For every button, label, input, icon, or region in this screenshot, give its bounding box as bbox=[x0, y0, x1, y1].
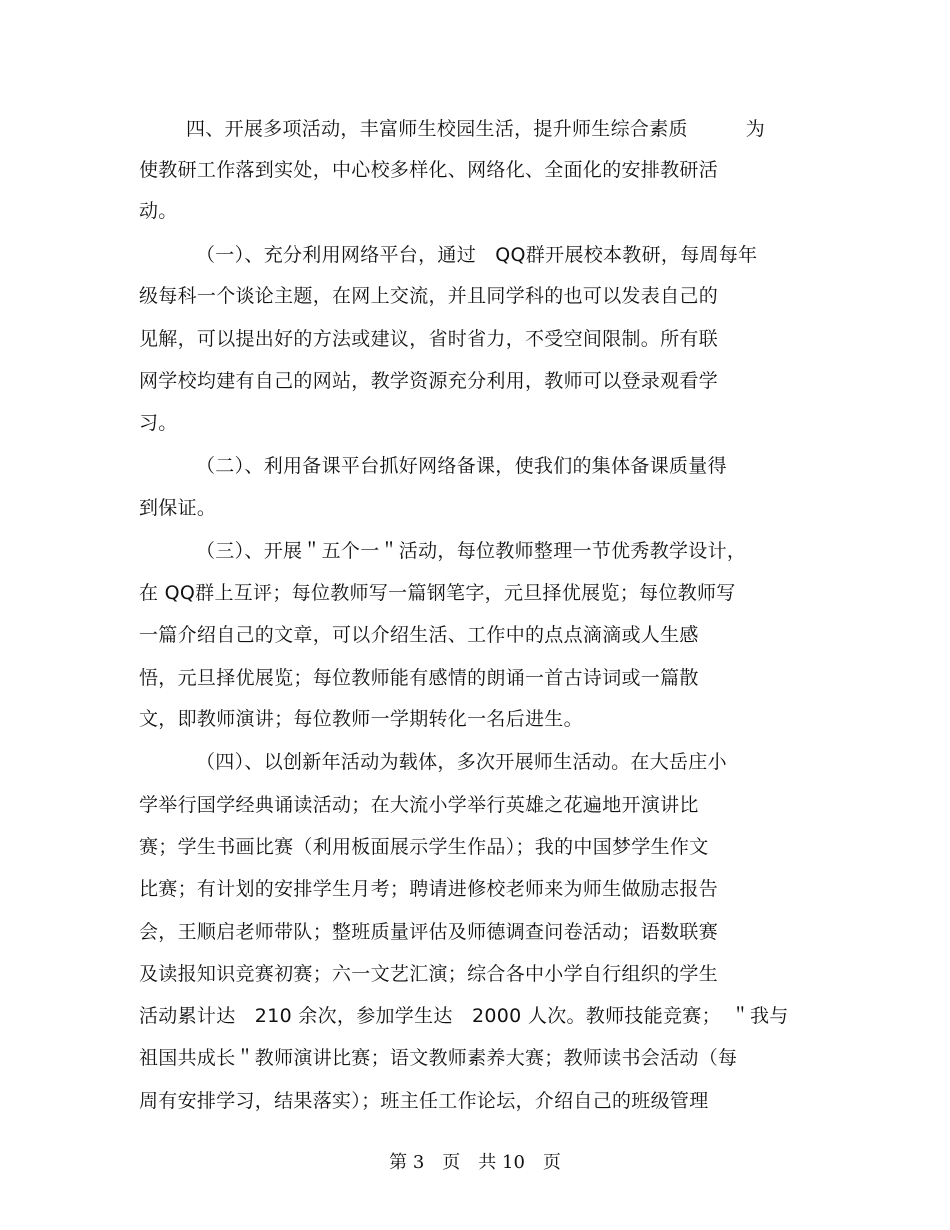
paragraph-line: 动。 bbox=[139, 200, 178, 222]
paragraph-line: 周有安排学习，结果落实）；班主任工作论坛，介绍自己的班级管理 bbox=[139, 1090, 709, 1112]
paragraph-line: 级每科一个谈论主题，在网上交流，并且同学科的也可以发表自己的 bbox=[139, 285, 719, 307]
paragraph-line: 及读报知识竞赛初赛；六一文艺汇演；综合各中小学自行组织的学生 bbox=[139, 963, 719, 985]
paragraph-line: 四、开展多项活动，丰富师生校园生活，提升师生综合素质 为 bbox=[186, 118, 766, 140]
paragraph-line: 悟，元旦择优展览；每位教师能有感情的朗诵一首古诗词或一篇散 bbox=[139, 667, 699, 689]
paragraph-line: （一）、充分利用网络平台，通过 QQ群开展校本教研，每周每年 bbox=[196, 244, 758, 266]
paragraph-line: 到保证。 bbox=[139, 497, 217, 519]
paragraph-line: 一篇介绍自己的文章，可以介绍生活、工作中的点点滴滴或人生感 bbox=[139, 624, 699, 646]
paragraph-line: 网学校均建有自己的网站，教学资源充分利用，教师可以登录观看学 bbox=[139, 370, 719, 392]
paragraph-line: （三）、开展＂五个一＂活动，每位教师整理一节优秀教学设计， bbox=[196, 540, 747, 562]
paragraph-line: 祖国共成长＂教师演讲比赛；语文教师素养大赛；教师读书会活动（每 bbox=[139, 1047, 738, 1069]
paragraph-line: 习。 bbox=[139, 412, 178, 434]
paragraph-line: （二）、利用备课平台抓好网络备课，使我们的集体备课质量得 bbox=[196, 455, 727, 477]
paragraph-line: 在 QQ群上互评；每位教师写一篇钢笔字，元旦择优展览；每位教师写 bbox=[139, 582, 736, 604]
paragraph-line: 会，王顺启老师带队；整班质量评估及师德调查问卷活动；语数联赛 bbox=[139, 921, 719, 943]
paragraph-line: 学举行国学经典诵读活动；在大流小学举行英雄之花遍地开演讲比 bbox=[139, 794, 699, 816]
paragraph-line: 活动累计达 210 余次，参加学生达 2000 人次。教师技能竞赛； ＂我与 bbox=[139, 1005, 789, 1027]
paragraph-line: 比赛；有计划的安排学生月考；聘请进修校老师来为师生做励志报告 bbox=[139, 878, 719, 900]
paragraph-line: （四）、以创新年活动为载体，多次开展师生活动。在大岳庄小 bbox=[196, 751, 727, 773]
paragraph-line: 使教研工作落到实处，中心校多样化、网络化、全面化的安排教研活 bbox=[139, 159, 719, 181]
page-number-footer: 第 3 页 共 10 页 bbox=[389, 1152, 561, 1173]
paragraph-line: 文，即教师演讲；每位教师一学期转化一名后进生。 bbox=[139, 708, 583, 730]
paragraph-line: 赛；学生书画比赛（利用板面展示学生作品）；我的中国梦学生作文 bbox=[139, 836, 709, 858]
paragraph-line: 见解，可以提出好的方法或建议，省时省力，不受空间限制。所有联 bbox=[139, 328, 719, 350]
